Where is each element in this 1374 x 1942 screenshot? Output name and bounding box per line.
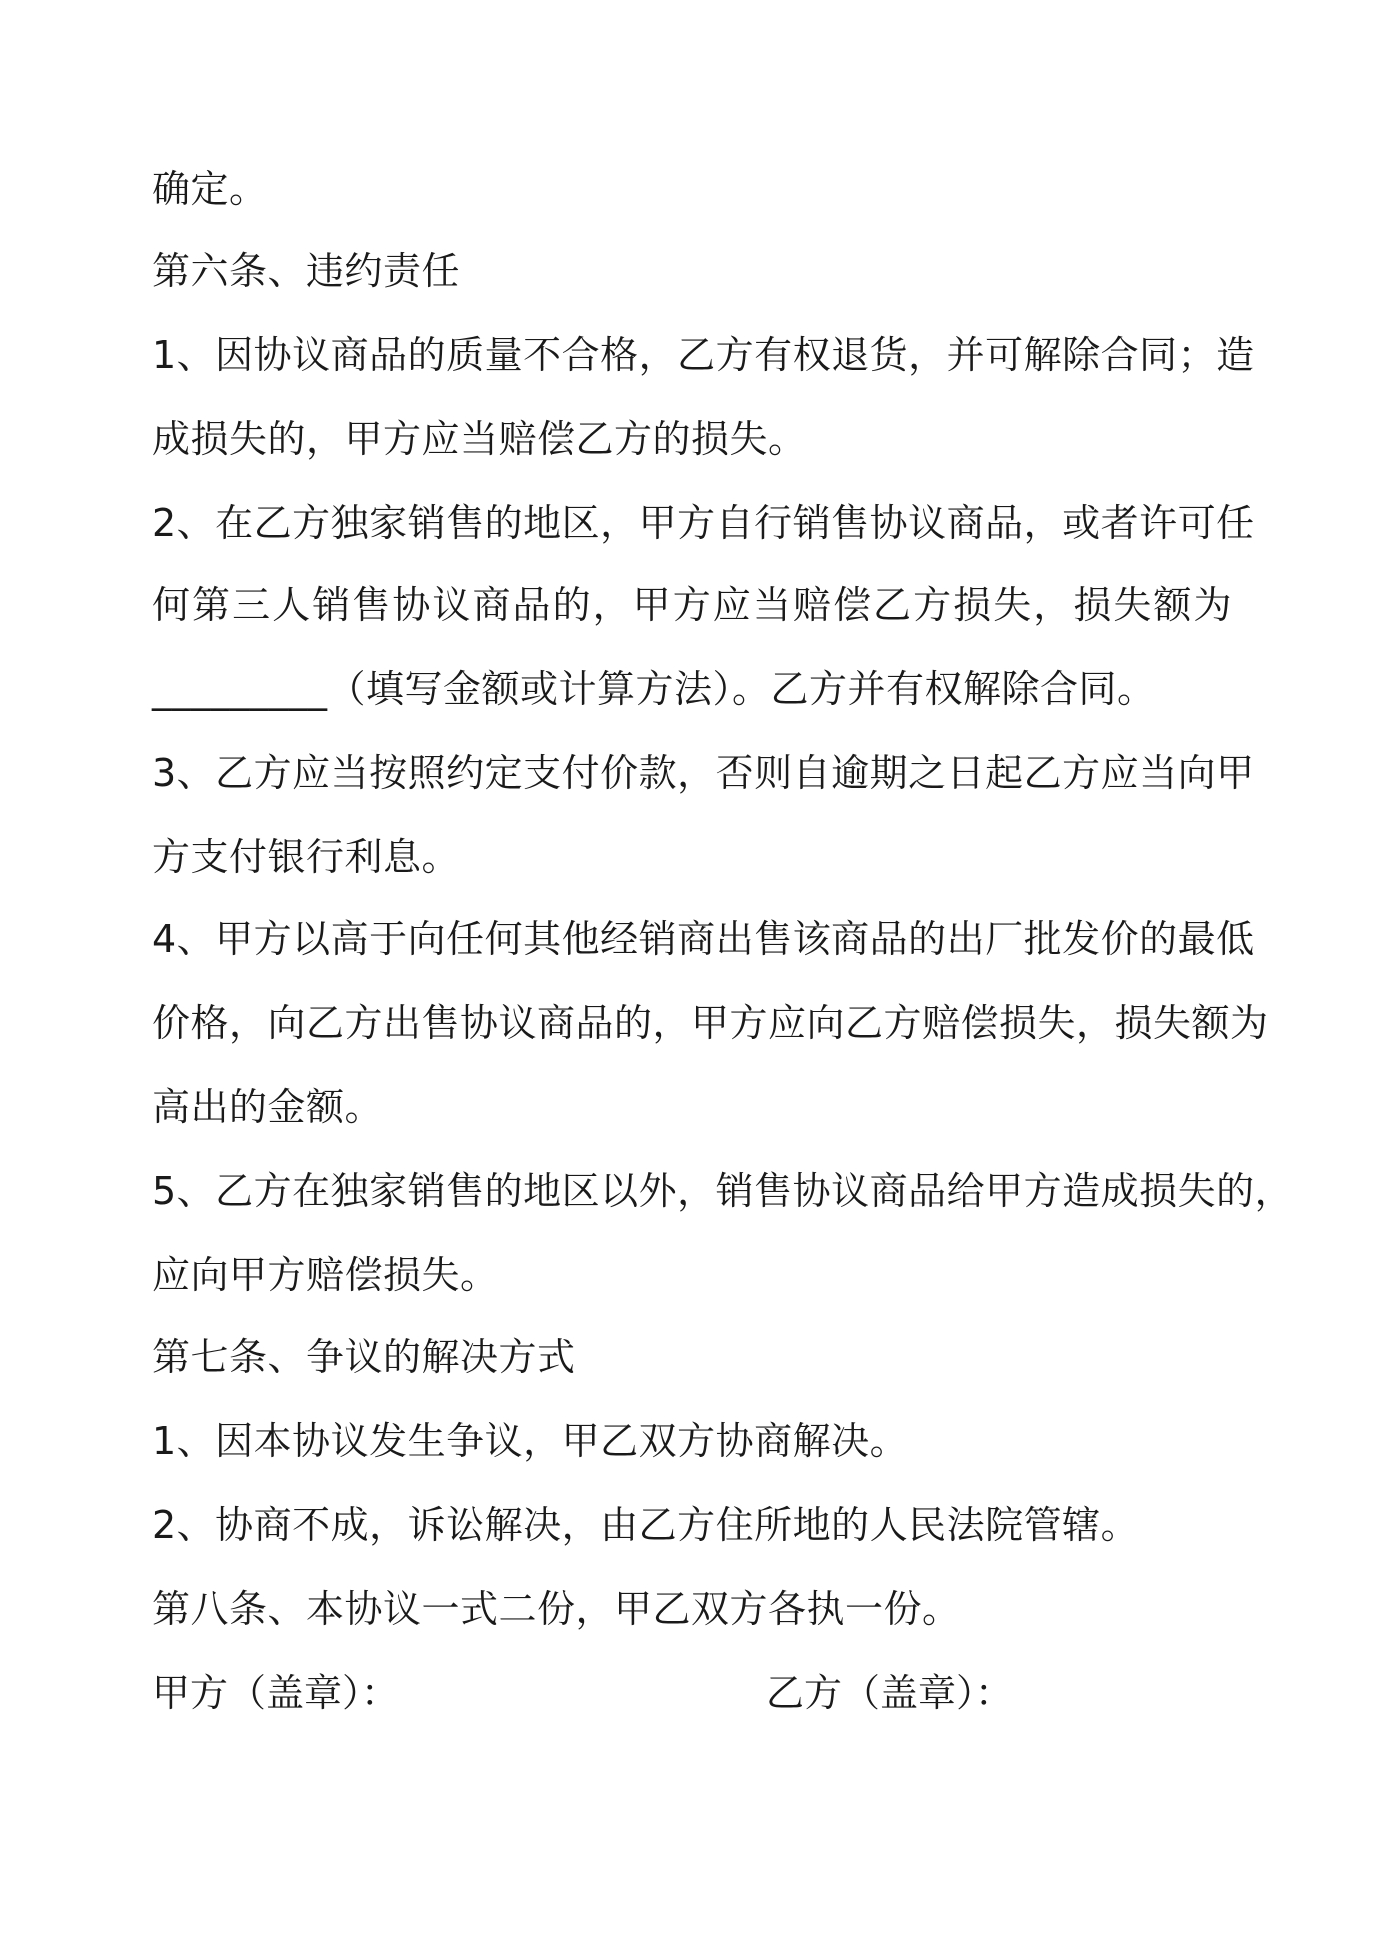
text-line: 何第三人销售协议商品的，甲方应当赔偿乙方损失，损失额为 <box>152 583 1232 627</box>
text-line: 2、协商不成，诉讼解决，由乙方住所地的人民法院管辖。 <box>152 1503 1140 1547</box>
article-six-heading: 第六条、违约责任 <box>152 249 461 293</box>
text-line: 1、因本协议发生争议，甲乙双方协商解决。 <box>152 1419 909 1463</box>
text-line: 4、甲方以高于向任何其他经销商出售该商品的出厂批发价的最低 <box>152 917 1255 961</box>
text-line: 成损失的，甲方应当赔偿乙方的损失。 <box>152 417 807 461</box>
article-seven-heading: 第七条、争议的解决方式 <box>152 1335 576 1379</box>
text-line: 价格，向乙方出售协议商品的，甲方应向乙方赔偿损失，损失额为 <box>152 1001 1269 1045</box>
text-line: 方支付银行利息。 <box>152 835 461 879</box>
text-line: 应向甲方赔偿损失。 <box>152 1253 499 1297</box>
text-line: 确定。 <box>152 167 268 211</box>
text-line: 1、因协议商品的质量不合格，乙方有权退货，并可解除合同；造 <box>152 333 1255 377</box>
text-line: 2、在乙方独家销售的地区，甲方自行销售协议商品，或者许可任 <box>152 501 1255 545</box>
text-line: 3、乙方应当按照约定支付价款，否则自逾期之日起乙方应当向甲 <box>152 751 1255 795</box>
text-line: 5、乙方在独家销售的地区以外，销售协议商品给甲方造成损失的， <box>152 1169 1294 1213</box>
article-eight-heading: 第八条、本协议一式二份，甲乙双方各执一份。 <box>152 1587 961 1631</box>
party-b-signature: 乙方（盖章）： <box>766 1671 1014 1715</box>
text-line: 高出的金额。 <box>152 1085 384 1129</box>
party-a-signature: 甲方（盖章）： <box>152 1671 400 1715</box>
fill-blank-line: _________（填写金额或计算方法）。乙方并有权解除合同。 <box>152 667 1156 711</box>
